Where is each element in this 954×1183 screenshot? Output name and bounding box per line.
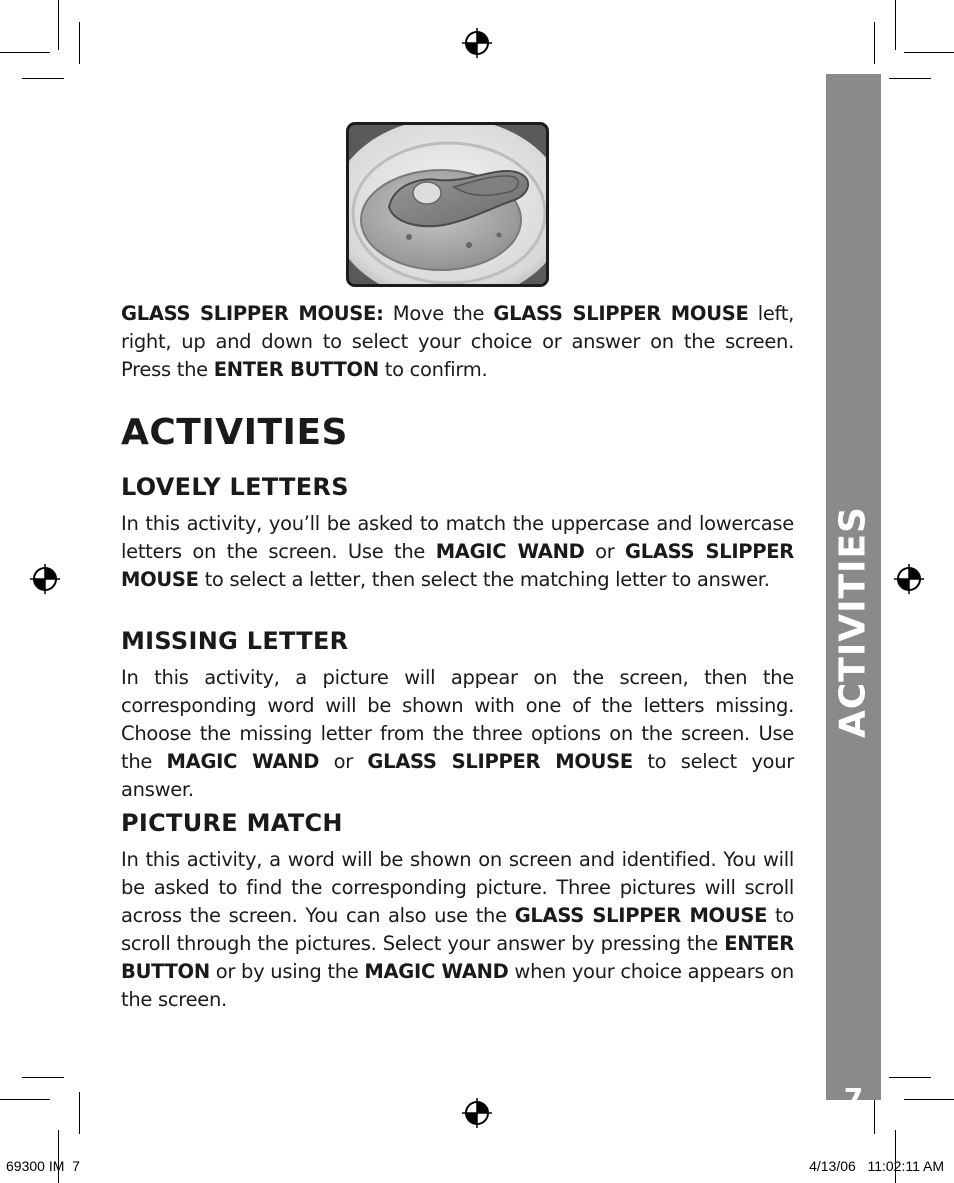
text: or <box>584 540 626 563</box>
crop-mark <box>58 1130 59 1183</box>
crop-mark <box>0 1099 50 1100</box>
text: or by using the <box>209 960 365 983</box>
lovely-letters-section <box>121 472 794 594</box>
crop-mark <box>889 78 931 79</box>
crop-mark <box>79 22 80 64</box>
glass-slipper-mouse-photo <box>346 122 549 287</box>
text: left, right, up and down to select your choice or answer on the screen. Press the <box>121 302 794 381</box>
crop-mark <box>889 1077 931 1078</box>
registration-mark-icon <box>462 1098 492 1128</box>
crop-mark <box>0 52 50 53</box>
picture-match-section <box>121 808 794 1014</box>
section-tab <box>826 74 881 1115</box>
section-title: MISSING LETTER <box>121 627 349 655</box>
text: In this activity, a word will be shown on screen and identified. You will be asked to find the corresponding picture. Three pictures will scroll across the screen. You can also use the <box>121 848 794 927</box>
crop-mark <box>22 78 64 79</box>
text: to select a letter, then select the matching letter to answer. <box>198 568 770 591</box>
intro-paragraph <box>121 300 794 384</box>
crop-mark <box>904 52 954 53</box>
bold-term: MAGIC WAND <box>435 540 585 563</box>
section-paragraph <box>121 664 794 804</box>
glass-slipper-icon <box>349 125 546 284</box>
text: In this activity, you’ll be asked to match the uppercase and lowercase letters on the screen. Use the <box>121 512 794 563</box>
registration-mark-icon <box>30 564 60 594</box>
crop-mark <box>79 1092 80 1134</box>
page-title: ACTIVITIES <box>121 412 348 453</box>
text: to confirm. <box>378 358 488 381</box>
section-paragraph <box>121 846 794 1014</box>
text: or <box>319 750 368 773</box>
section-paragraph <box>121 510 794 594</box>
crop-mark <box>874 22 875 64</box>
crop-mark <box>904 1099 954 1100</box>
print-slug-left: 69300 IM 7 <box>6 1158 80 1174</box>
bold-term: GLASS SLIPPER MOUSE <box>493 302 749 325</box>
bold-term: GLASS SLIPPER MOUSE <box>514 904 768 927</box>
text: when your choice appears on the screen. <box>121 960 794 1011</box>
page-number: 7 <box>843 1082 864 1115</box>
crop-mark <box>895 0 896 50</box>
section-tab-title: ACTIVITIES <box>832 506 874 738</box>
bold-term: MAGIC WAND <box>166 750 320 773</box>
crop-mark <box>895 1130 896 1183</box>
text: Move the <box>383 302 494 325</box>
registration-mark-icon <box>894 564 924 594</box>
bold-term: ENTER BUTTON <box>121 932 794 983</box>
text: In this activity, a picture will appear on the screen, then the corresponding word will be shown with one of the letters missing. Choose the missing letter from the three options on the screen. Use the <box>121 666 794 773</box>
bold-term: GLASS SLIPPER MOUSE <box>121 540 794 591</box>
section-title: LOVELY LETTERS <box>121 473 349 501</box>
text: to select your answer. <box>121 750 794 801</box>
text: to scroll through the pictures. Select your answer by pressing the <box>121 904 795 955</box>
crop-mark <box>22 1077 64 1078</box>
section-title: PICTURE MATCH <box>121 809 343 837</box>
bold-term: MAGIC WAND <box>364 960 509 983</box>
missing-letter-section <box>121 626 794 804</box>
bold-term: ENTER BUTTON <box>213 358 379 381</box>
print-slug-right: 4/13/06 11:02:11 AM <box>809 1158 944 1174</box>
intro-section <box>121 300 794 384</box>
registration-mark-icon <box>462 28 492 58</box>
crop-mark <box>58 0 59 50</box>
bold-term: GLASS SLIPPER MOUSE <box>367 750 633 773</box>
intro-label: GLASS SLIPPER MOUSE: <box>121 302 384 325</box>
